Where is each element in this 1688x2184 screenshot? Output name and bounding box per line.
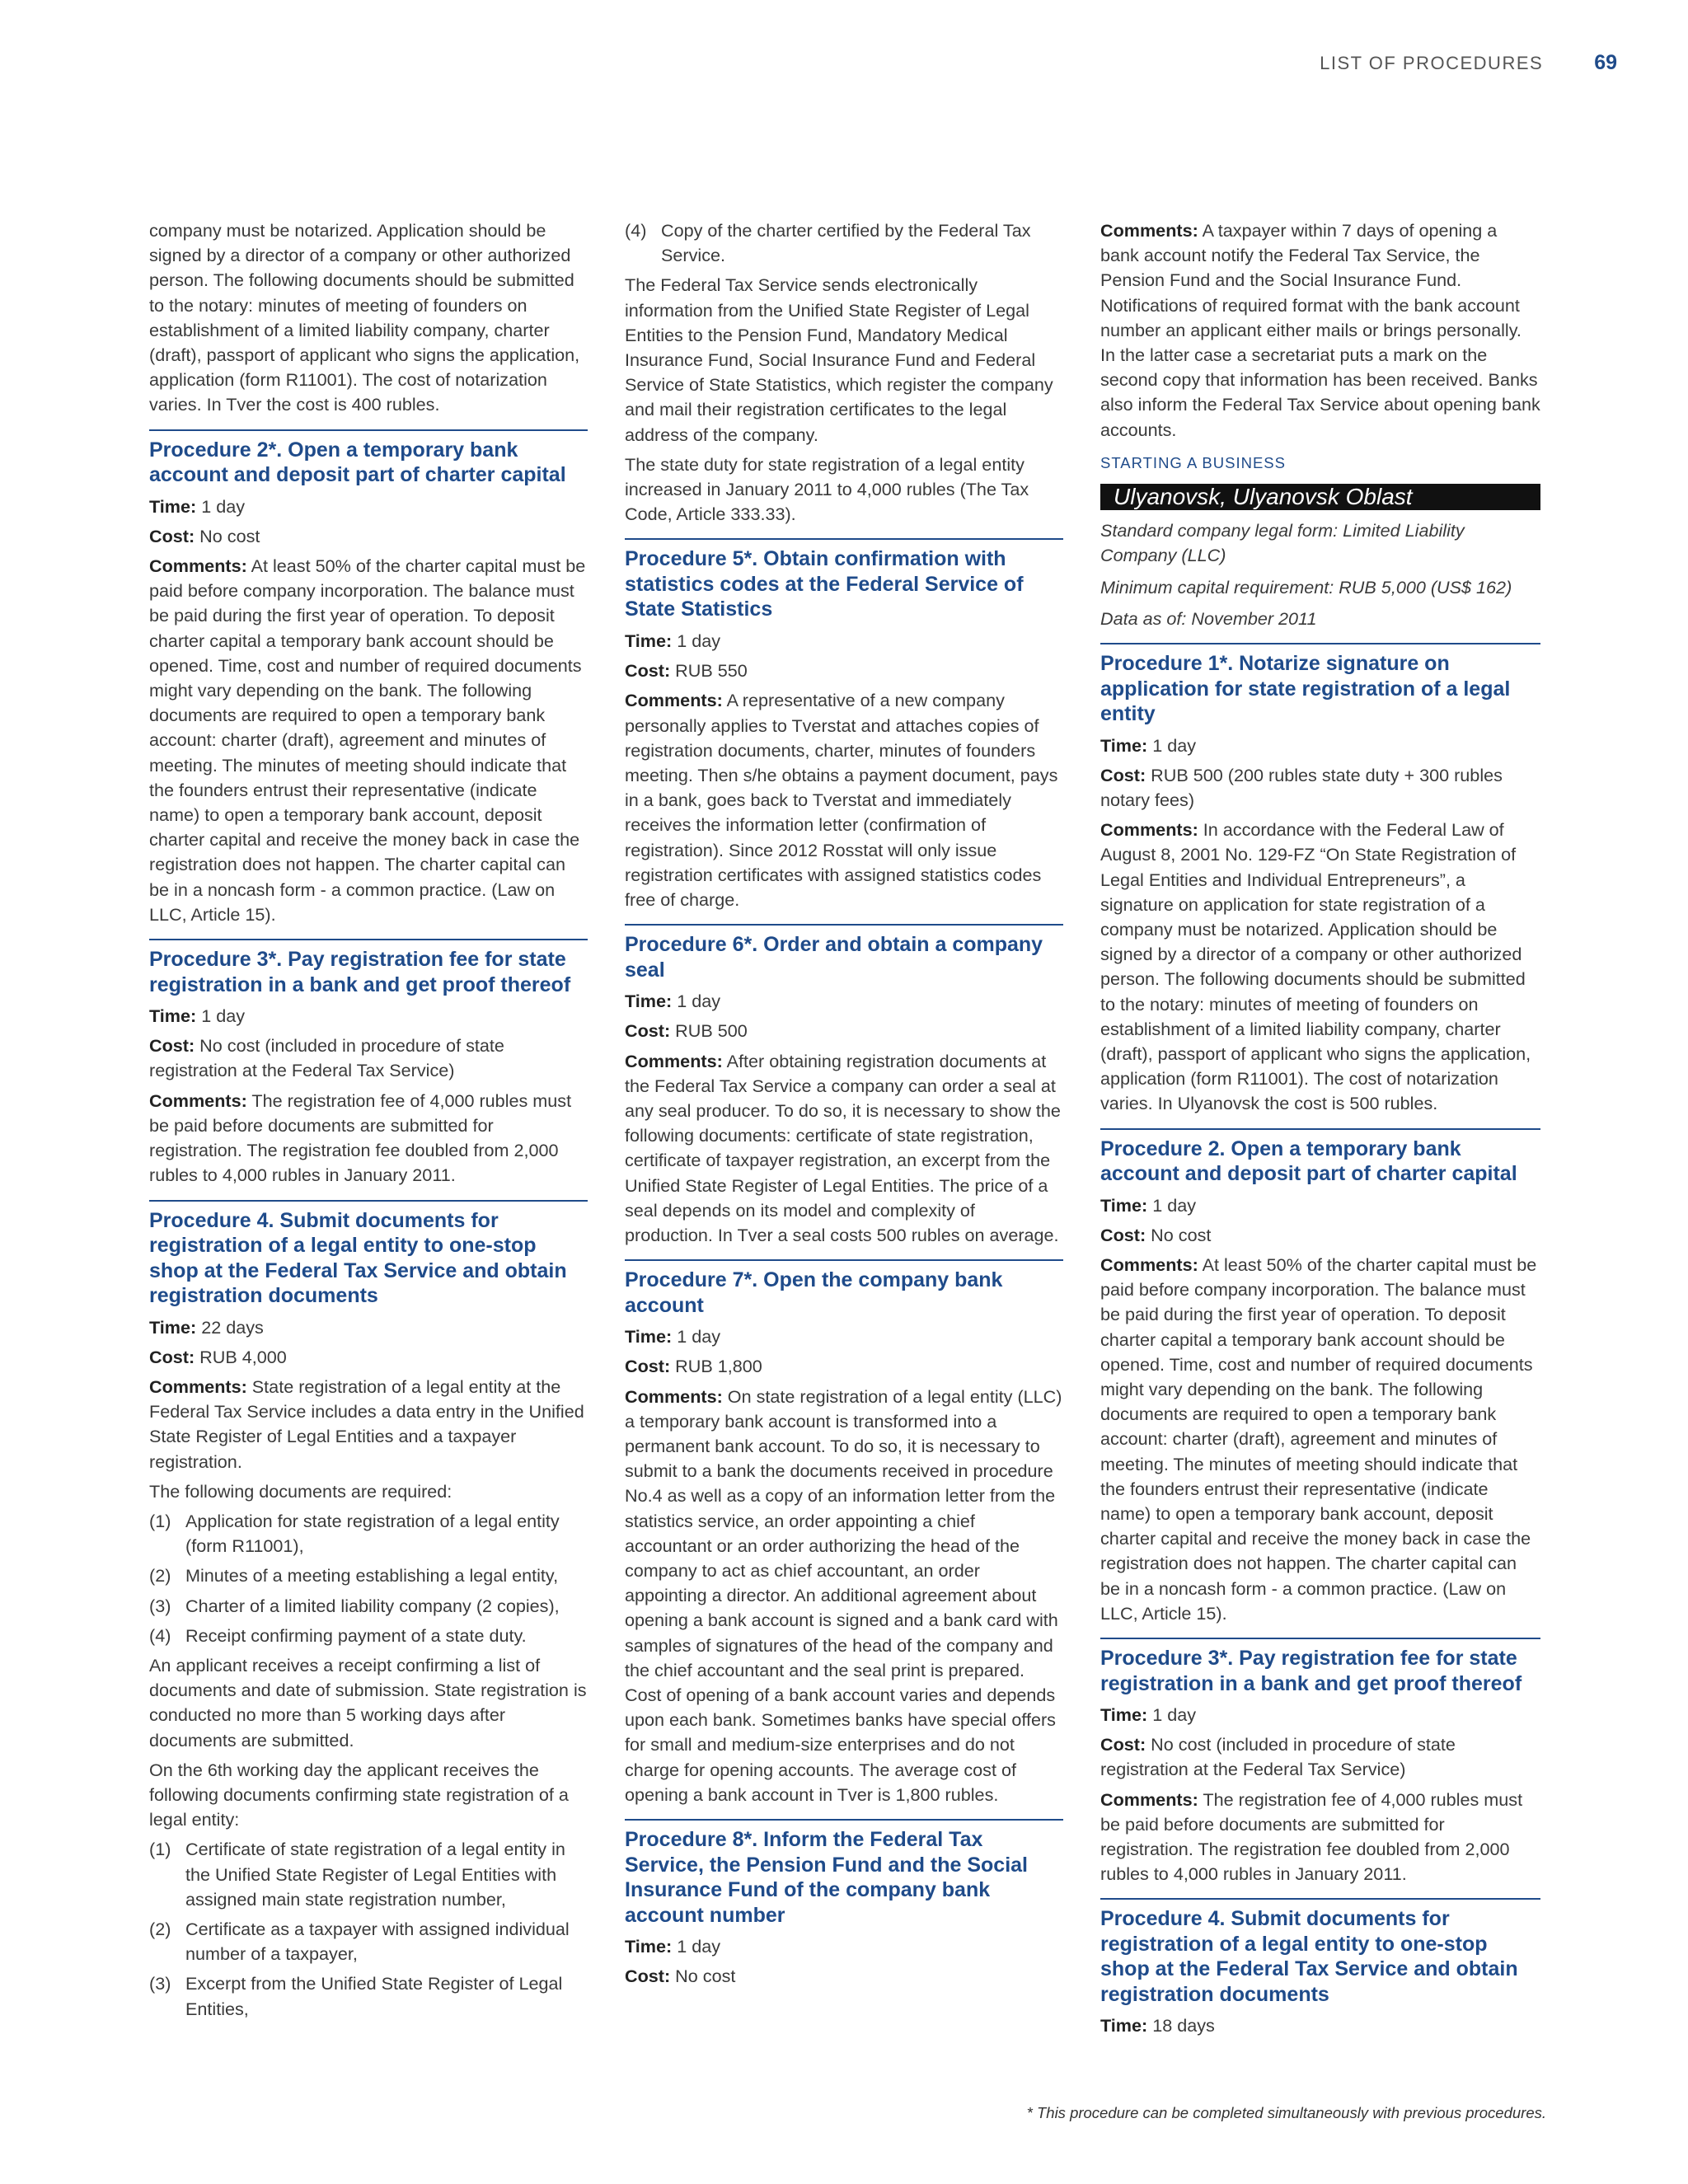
time-field — [625, 1934, 1063, 1959]
time-label: Time: — [625, 1936, 673, 1957]
cost-label: Cost: — [625, 1020, 671, 1042]
comments-label: Comments: — [149, 1376, 247, 1397]
list-text: Excerpt from the Unified State Register of Legal Entities, — [185, 1973, 563, 2019]
list-item — [625, 218, 1063, 268]
comments-text: A taxpayer within 7 days of opening a bank account notify the Federal Tax Service, the Pension Fund and the Social Insurance Fund. Notifications of required format with the bank account number an applicant either mails or brings personally. In the latter case a secretariat puts a mark on the second copy that information has been received. Banks also inform the Federal Tax Service about opening bank accounts. — [1100, 220, 1540, 440]
procedure-heading: Procedure 8*. Inform the Federal Tax Service, the Pension Fund and the Social Insurance Fund of the company bank account number — [625, 1819, 1063, 1928]
column-3 — [1100, 218, 1540, 2044]
list-number: (2) — [149, 1918, 171, 1939]
body-paragraph: The state duty for state registration of a legal entity increased in January 2011 to 4,000 rubles (The Tax Code, Article 333.33). — [625, 453, 1029, 525]
cost-field — [625, 1964, 1063, 1989]
list-item — [149, 1624, 588, 1648]
cost-label: Cost: — [149, 1346, 195, 1367]
procedure-heading: Procedure 6*. Order and obtain a company seal — [625, 924, 1063, 982]
comments-label: Comments: — [625, 1050, 723, 1071]
comments-field — [149, 1375, 588, 1474]
time-field — [625, 989, 1063, 1014]
procedure-heading: Procedure 5*. Obtain confirmation with statistics codes at the Federal Service of State Statistics — [625, 538, 1063, 622]
comments-field — [625, 1385, 1063, 1807]
list-item — [149, 1917, 588, 1966]
column-1 — [149, 218, 588, 2027]
cost-field — [149, 1033, 588, 1083]
time-value: 1 day — [672, 991, 721, 1012]
comments-text: At least 50% of the charter capital must be paid before company incorporation. The balance must be paid during the first year of operation. To deposit charter capital a temporary bank account should be opened. Time, cost and number of required documents might vary depending on the bank. The following documents are required to open a temporary bank account: charter (draft), agreement and minutes of meeting. The minutes of meeting should indicate that the founders entrust their representative (indicate name) to open a temporary bank account, deposit charter capital and receive the money back in case the registration does not happen. The charter capital can be in a noncash form - a common practice. (Law on LLC, Article 15). — [1100, 1254, 1537, 1624]
procedure-heading: Procedure 2. Open a temporary bank account and deposit part of charter capital — [1100, 1128, 1540, 1187]
time-field — [1100, 1193, 1540, 1218]
comments-field — [1100, 818, 1540, 1116]
continued-list — [625, 218, 1063, 268]
list-text: Minutes of a meeting establishing a legal entity, — [185, 1565, 559, 1586]
time-value: 1 day — [1147, 1704, 1197, 1726]
data-as-of: Data as of: November 2011 — [1100, 607, 1317, 629]
time-value: 1 day — [1147, 734, 1197, 756]
body-paragraph: The Federal Tax Service sends electronically information from the Unified State Register of Legal Entities to the Pension Fund, Mandatory Medical Insurance Fund, Social Insurance Fund and Federal Service of State Statistics, which register the company and mail their registration certificates to the legal address of the company. — [625, 274, 1053, 445]
list-number: (4) — [625, 220, 647, 241]
column-2 — [625, 218, 1063, 1994]
cost-value: RUB 500 (200 rubles state duty + 300 rubles notary fees) — [1100, 764, 1503, 810]
time-label: Time: — [1100, 1194, 1148, 1216]
cost-label: Cost: — [625, 660, 671, 682]
procedure-heading: Procedure 4. Submit documents for registration of a legal entity to one-stop shop at the Federal Tax Service and obtain registration documents — [149, 1200, 588, 1309]
time-value: 1 day — [1147, 1194, 1197, 1216]
time-field — [1100, 1703, 1540, 1727]
list-item — [149, 1509, 588, 1558]
time-field — [149, 1004, 588, 1029]
time-field — [625, 1324, 1063, 1349]
time-value: 18 days — [1147, 2015, 1215, 2036]
list-number: (2) — [149, 1565, 171, 1586]
comments-field — [149, 554, 588, 927]
intro-paragraph: company must be notarized. Application should be signed by a director of a company or other authorized person. The following documents should be submitted to the notary: minutes of meeting of founders on establishment of a limited liability company, charter (draft), passport of applicant who signs the application, application (form R11001). The cost of notarization varies. In Tver the cost is 400 rubles. — [149, 220, 580, 415]
comments-field — [1100, 1788, 1540, 1887]
required-documents-list — [149, 1509, 588, 1648]
time-value: 1 day — [672, 630, 721, 651]
procedure-heading: Procedure 1*. Notarize signature on application for state registration of a legal entity — [1100, 643, 1540, 727]
page-header — [1320, 51, 1617, 75]
footnote: * This procedure can be completed simultaneously with previous procedures. — [1026, 2104, 1546, 2121]
comments-label: Comments: — [1100, 819, 1198, 841]
comments-text: A representative of a new company personally applies to Tverstat and attaches copies of registration documents, charter, minutes of founders meeting. Then s/he obtains a payment document, pays in a bank, goes back to Tverstat and immediately receives the information letter (confirmation of registration). Since 2012 Rosstat will only issue registration certificates with assigned statistics codes free of charge. — [625, 690, 1058, 910]
cost-field — [149, 1345, 588, 1370]
list-number: (1) — [149, 1510, 171, 1531]
comments-text: The registration fee of 4,000 rubles must be paid before documents are submitted for registration. The registration fee doubled from 2,000 rubles to 4,000 rubles in January 2011. — [1100, 1788, 1523, 1885]
time-field — [149, 494, 588, 519]
list-item — [149, 1563, 588, 1588]
time-field — [625, 629, 1063, 654]
comments-text: After obtaining registration documents at the Federal Tax Service a company can order a seal at any seal producer. To do so, it is necessary to show the following documents: certificate of state registration, certificate of taxpayer registration, an excerpt from the Unified State Register of Legal Entities. The price of a seal depends on its model and complexity of production. In Tver a seal costs 500 rubles on average. — [625, 1050, 1061, 1245]
cost-value: No cost — [670, 1966, 736, 1987]
comments-label: Comments: — [1100, 1254, 1198, 1275]
time-label: Time: — [1100, 1704, 1148, 1726]
cost-label: Cost: — [1100, 1734, 1146, 1755]
list-item — [149, 1594, 588, 1619]
comments-label: Comments: — [1100, 1788, 1198, 1810]
cost-value: RUB 550 — [670, 660, 748, 682]
list-text: Receipt confirming payment of a state duty. — [185, 1624, 527, 1646]
comments-text: State registration of a legal entity at the Federal Tax Service includes a data entry in the Unified State Register of Legal Entities and a taxpayer registration. — [149, 1376, 584, 1472]
cost-value: No cost — [1146, 1224, 1212, 1245]
city-title-bar: Ulyanovsk, Ulyanovsk Oblast — [1100, 484, 1540, 510]
time-label: Time: — [625, 630, 673, 651]
section-label: STARTING A BUSINESS — [1100, 453, 1286, 471]
cost-value: No cost — [195, 525, 260, 546]
cost-field — [625, 658, 1063, 683]
procedure-heading: Procedure 4. Submit documents for registration of a legal entity to one-stop shop at the Federal Tax Service and obtain registration documents — [1100, 1898, 1540, 2007]
cost-field — [625, 1019, 1063, 1043]
time-field — [1100, 733, 1540, 758]
comments-label: Comments: — [149, 555, 247, 577]
cost-label: Cost: — [149, 1035, 195, 1057]
list-text: Copy of the charter certified by the Federal Tax Service. — [661, 220, 1031, 266]
cost-field — [625, 1354, 1063, 1379]
procedure-heading: Procedure 7*. Open the company bank account — [625, 1259, 1063, 1318]
list-text: Certificate as a taxpayer with assigned individual number of a taxpayer, — [185, 1918, 570, 1965]
comments-field — [1100, 1253, 1540, 1626]
time-value: 1 day — [196, 495, 246, 517]
list-text: Charter of a limited liability company (2 copies), — [185, 1595, 560, 1616]
time-label: Time: — [149, 495, 197, 517]
comments-text: On state registration of a legal entity (LLC) a temporary bank account is transformed into a permanent bank account. To do so, it is necessary to submit to a bank the documents received in procedure No.4 as well as a copy of an information letter from the statistics service, an order appointing a chief accountant or an order authorizing the head of the company to act as chief accountant, an order appointing a director. An additional agreement about opening a bank account is signed and a bank card with samples of signatures of the head of the company and the chief accountant and the seal print is prepared. Cost of opening of a bank account varies and depends upon each bank. Sometimes banks have special offers for small and medium-size enterprises and do not charge for opening accounts. The average cost of opening a bank account in Tver is 1,800 rubles. — [625, 1385, 1062, 1805]
cost-label: Cost: — [1100, 764, 1146, 785]
list-number: (1) — [149, 1839, 171, 1860]
time-label: Time: — [625, 991, 673, 1012]
comments-field — [625, 688, 1063, 912]
min-capital: Minimum capital requirement: RUB 5,000 (US$ 162) — [1100, 576, 1512, 598]
time-label: Time: — [1100, 734, 1148, 756]
time-field — [149, 1315, 588, 1340]
cost-field — [1100, 763, 1540, 813]
time-label: Time: — [149, 1316, 197, 1338]
comments-field — [149, 1089, 588, 1188]
list-number: (4) — [149, 1624, 171, 1646]
cost-field — [1100, 1732, 1540, 1782]
comments-text: The registration fee of 4,000 rubles must be paid before documents are submitted for registration. The registration fee doubled from 2,000 rubles to 4,000 rubles in January 2011. — [149, 1090, 572, 1186]
cost-label: Cost: — [625, 1966, 671, 1987]
comments-label: Comments: — [149, 1090, 247, 1111]
procedure-heading: Procedure 3*. Pay registration fee for state registration in a bank and get proof thereof — [1100, 1638, 1540, 1696]
requirements-intro: The following documents are required: — [149, 1480, 452, 1502]
comments-label: Comments: — [625, 690, 723, 711]
list-text: Certificate of state registration of a legal entity in the Unified State Register of Legal Entities with assigned main state registration number, — [185, 1839, 565, 1910]
cost-label: Cost: — [1100, 1224, 1146, 1245]
time-value: 1 day — [672, 1936, 721, 1957]
time-value: 1 day — [196, 1005, 246, 1027]
cost-label: Cost: — [149, 525, 195, 546]
time-label: Time: — [1100, 2015, 1148, 2036]
time-value: 22 days — [196, 1316, 264, 1338]
list-text: Application for state registration of a legal entity (form R11001), — [185, 1510, 560, 1557]
comments-label: Comments: — [1100, 220, 1198, 241]
time-value: 1 day — [672, 1326, 721, 1347]
comments-label: Comments: — [625, 1385, 723, 1407]
list-item — [149, 1971, 588, 2021]
procedure-heading: Procedure 2*. Open a temporary bank account and deposit part of charter capital — [149, 429, 588, 488]
cost-field — [1100, 1223, 1540, 1248]
page-number: 69 — [1594, 51, 1617, 74]
list-item — [149, 1837, 588, 1912]
cost-value: RUB 1,800 — [670, 1356, 762, 1377]
cost-value: No cost (included in procedure of state registration at the Federal Tax Service) — [149, 1035, 504, 1081]
procedure-heading: Procedure 3*. Pay registration fee for state registration in a bank and get proof thereof — [149, 939, 588, 997]
legal-form: Standard company legal form: Limited Liability Company (LLC) — [1100, 520, 1465, 566]
cost-value: No cost (included in procedure of state registration at the Federal Tax Service) — [1100, 1734, 1456, 1780]
sixth-day-paragraph: On the 6th working day the applicant receives the following documents confirming state registration of a legal entity: — [149, 1759, 569, 1830]
received-documents-list — [149, 1837, 588, 2021]
section-title: LIST OF PROCEDURES — [1320, 53, 1544, 73]
comments-field — [625, 1049, 1063, 1249]
time-label: Time: — [149, 1005, 197, 1027]
list-number: (3) — [149, 1595, 171, 1616]
cost-value: RUB 4,000 — [195, 1346, 287, 1367]
time-field — [1100, 2013, 1540, 2038]
comments-text: At least 50% of the charter capital must be paid before company incorporation. The balance must be paid during the first year of operation. To deposit charter capital a temporary bank account should be opened. Time, cost and number of required documents might vary depending on the bank. The following documents are required to open a temporary bank account: charter (draft), agreement and minutes of meeting. The minutes of meeting should indicate that the founders entrust their representative (indicate name) to open a temporary bank account, deposit charter capital and receive the money back in case the registration does not happen. The charter capital can be in a noncash form - a common practice. (Law on LLC, Article 15). — [149, 555, 586, 925]
cost-field — [149, 524, 588, 549]
receipt-paragraph: An applicant receives a receipt confirming a list of documents and date of submission. State registration is conducted no more than 5 working days after documents are submitted. — [149, 1654, 587, 1750]
comments-text: In accordance with the Federal Law of August 8, 2001 No. 129-FZ “On State Registration of Legal Entities and Individual Entrepreneurs”, a signature on application for state registration of a company must be notarized. Application should be signed by a director of a company or other authorized person. The following documents should be submitted to the notary: minutes of meeting of founders on establishment of a limited liability company, charter (draft), passport of applicant who signs the application, application (form R11001). The cost of notarization varies. In Ulyanovsk the cost is 500 rubles. — [1100, 819, 1531, 1114]
comments-field — [1100, 218, 1540, 443]
cost-value: RUB 500 — [670, 1020, 748, 1042]
list-number: (3) — [149, 1973, 171, 1994]
cost-label: Cost: — [625, 1356, 671, 1377]
time-label: Time: — [625, 1326, 673, 1347]
